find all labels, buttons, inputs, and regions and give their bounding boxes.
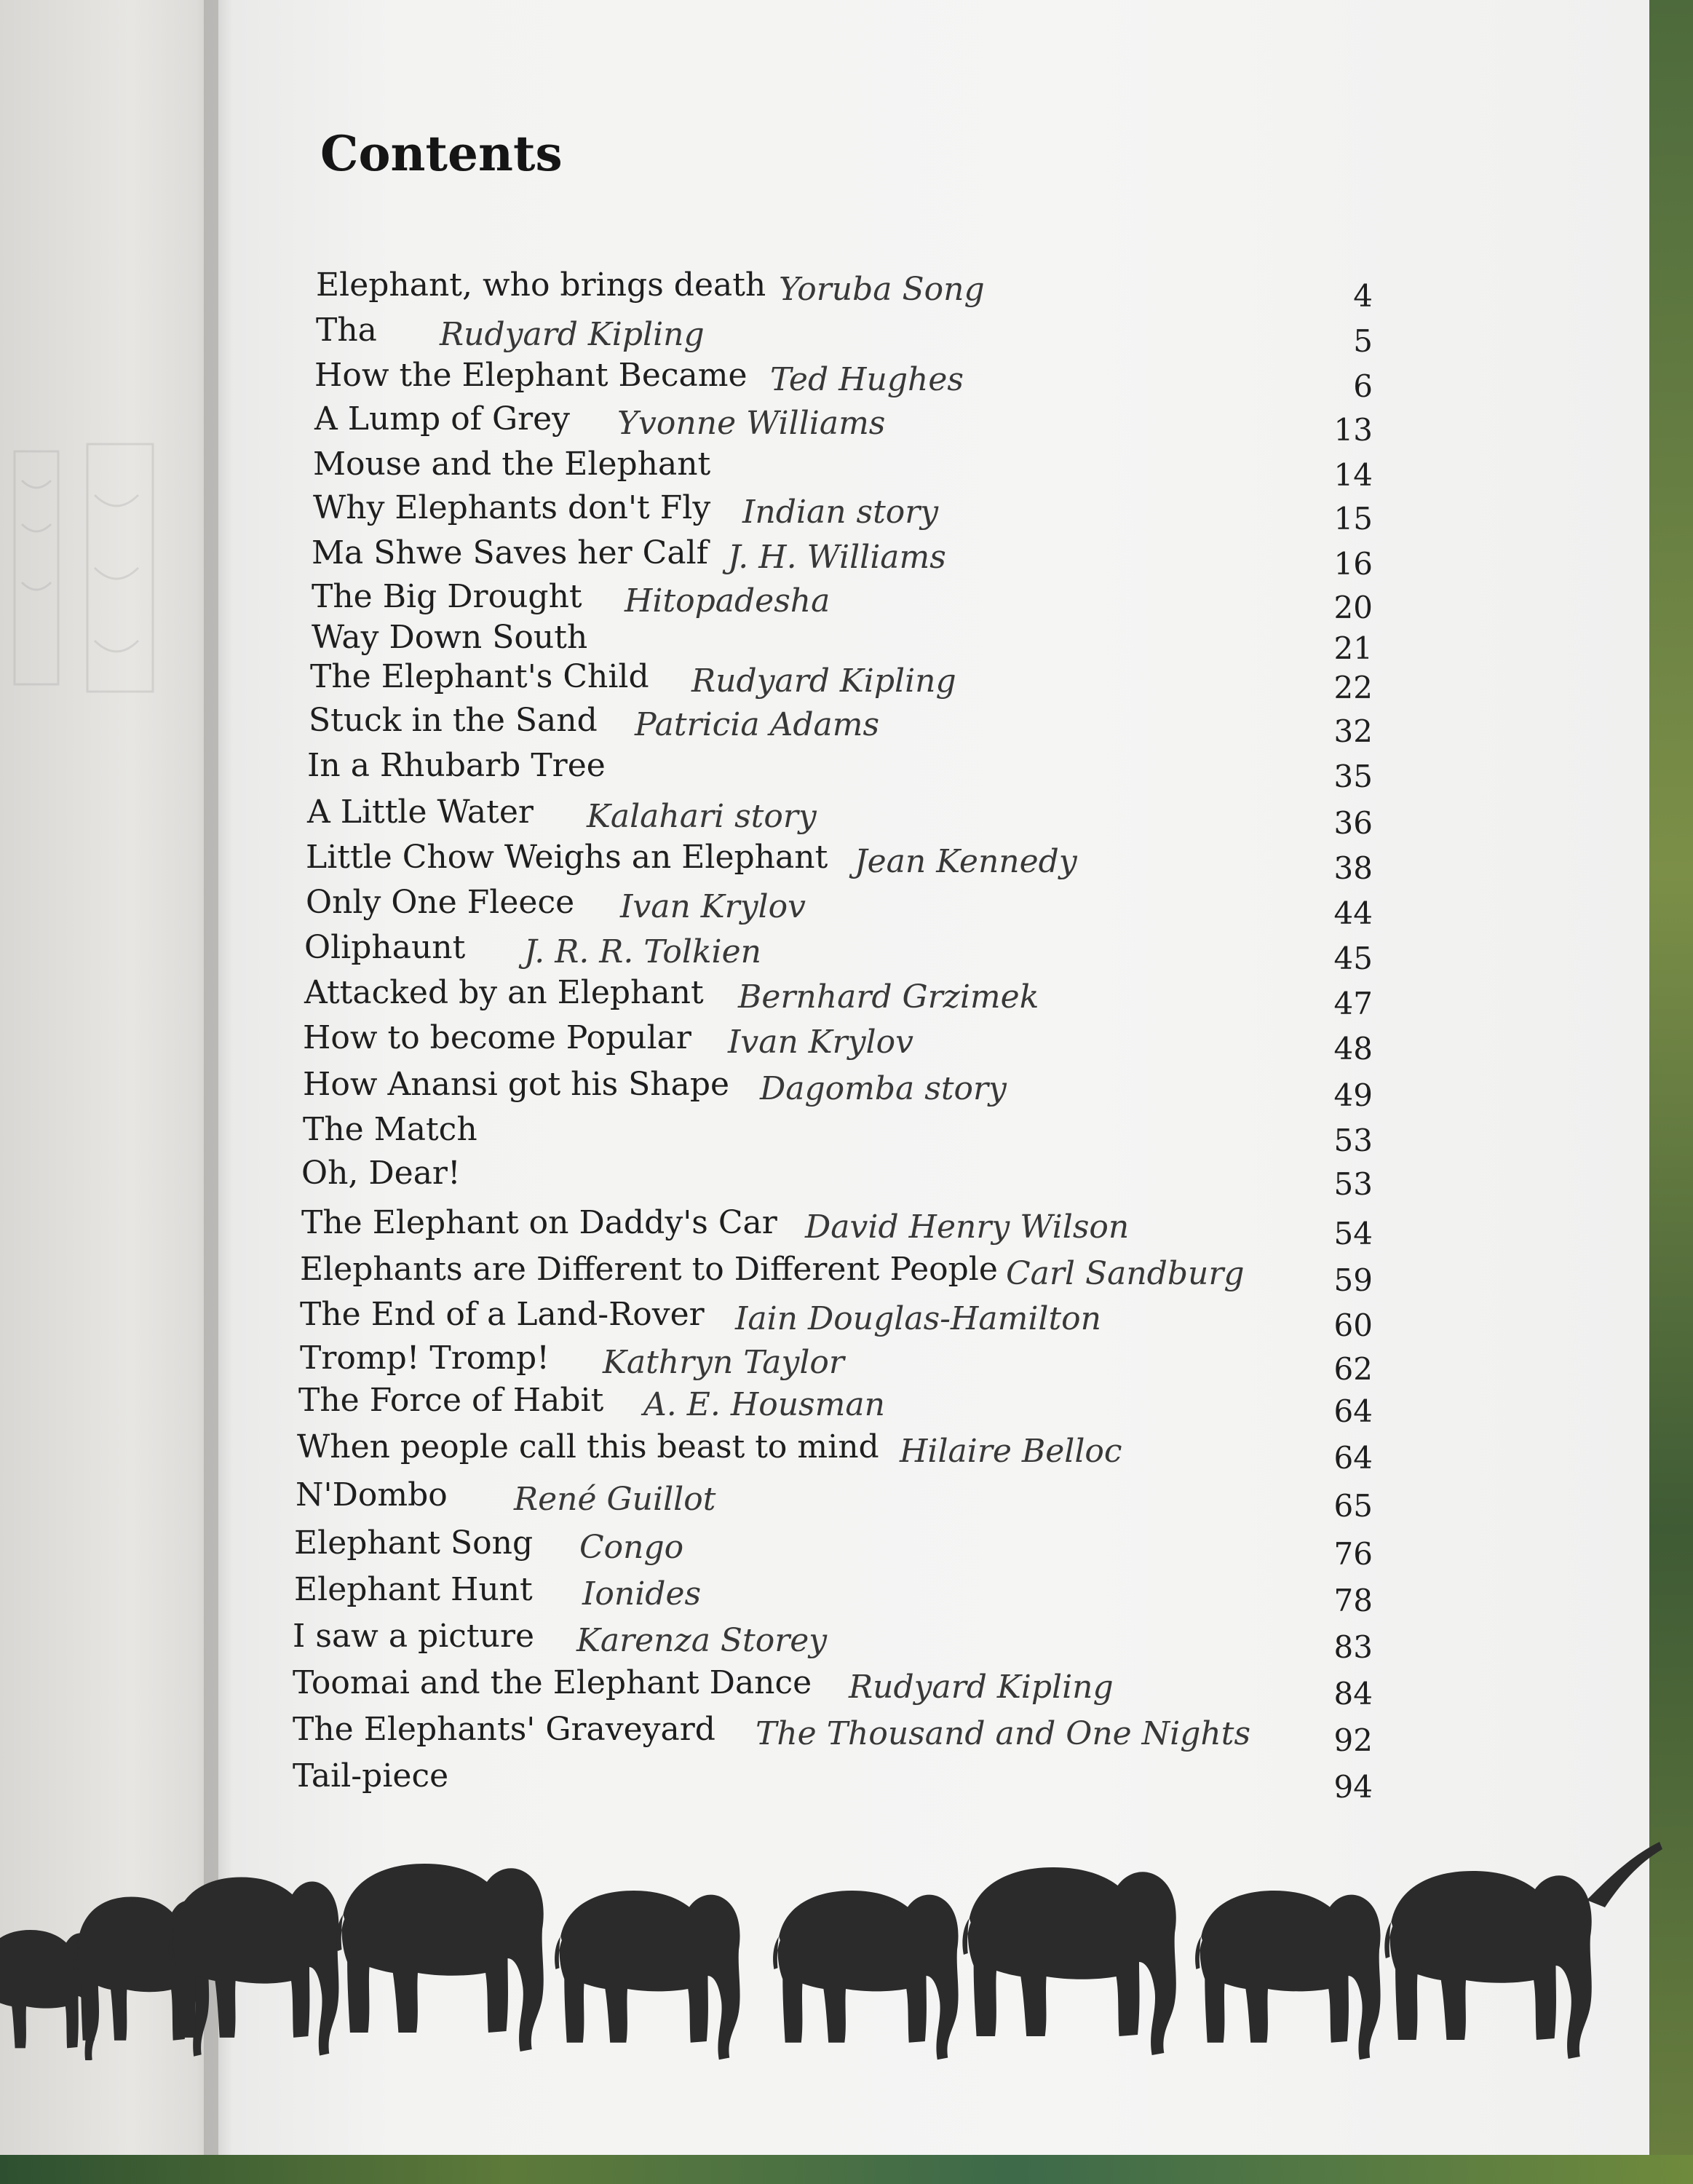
entry-title: The Force of Habit [298,1382,604,1419]
toc-entry [0,1476,1693,1522]
entry-page: 49 [1333,1077,1373,1113]
entry-title: Elephant Song [294,1524,534,1562]
entry-title: A Little Water [307,794,534,831]
toc-entry [0,1340,1693,1385]
entry-page: 78 [1333,1583,1373,1618]
entry-author: Hitopadesha [625,582,830,620]
entry-author: J. R. R. Tolkien [524,933,762,970]
toc-entry [0,446,1693,491]
toc-entry [0,974,1693,1019]
entry-author: David Henry Wilson [805,1208,1130,1246]
entry-title: Stuck in the Sand [309,702,598,739]
entry-page: 94 [1333,1769,1373,1805]
toc-entry [0,1382,1693,1427]
entry-page: 21 [1333,630,1373,666]
entry-page: 64 [1333,1393,1373,1429]
entry-page: 36 [1333,805,1373,841]
entry-title: The Elephants' Graveyard [293,1711,715,1748]
entry-page: 35 [1333,759,1373,794]
entry-title: How to become Popular [303,1019,691,1056]
toc-entry [0,839,1693,884]
page-title: Contents [320,125,563,182]
entry-title: Attacked by an Elephant [304,974,704,1011]
entry-author: Ted Hughes [770,361,964,398]
toc-entry [0,1019,1693,1067]
entry-page: 48 [1333,1031,1373,1067]
toc-entry [0,489,1693,537]
toc-entry [0,794,1693,839]
entry-author: Ionides [582,1575,702,1613]
entry-title: I saw a picture [293,1618,535,1655]
toc-entry [0,1155,1693,1200]
entry-author: Ivan Krylov [620,888,806,925]
entry-page: 53 [1333,1166,1373,1202]
toc-entry [0,1618,1693,1663]
entry-title: Little Chow Weighs an Elephant [306,839,828,876]
toc-entry [0,619,1693,664]
entry-page: 4 [1353,278,1373,314]
toc-entry [0,929,1693,974]
entry-title: The End of a Land-Rover [300,1296,705,1333]
toc-entry [0,357,1693,402]
entry-author: Iain Douglas-Hamilton [735,1300,1102,1337]
entry-title: Elephants are Different to Different People [300,1251,998,1288]
toc-entry [0,1757,1693,1803]
entry-author: Rudyard Kipling [440,316,705,353]
entry-author: Yoruba Song [779,271,985,308]
entry-title: In a Rhubarb Tree [307,747,606,784]
entry-title: Mouse and the Elephant [313,446,711,483]
entry-author: Hilaire Belloc [900,1433,1122,1470]
toc-entry [0,1664,1693,1712]
entry-title: Ma Shwe Saves her Calf [312,534,708,571]
entry-title: Oh, Dear! [301,1155,461,1192]
entry-author: Ivan Krylov [728,1024,913,1061]
entry-author: Congo [579,1529,684,1566]
entry-title: When people call this beast to mind [297,1428,879,1465]
entry-page: 47 [1333,986,1373,1021]
entry-page: 20 [1333,590,1373,625]
entry-author: Carl Sandburg [1006,1255,1245,1292]
entry-author: Kathryn Taylor [603,1344,844,1381]
toc-entry [0,312,1693,357]
entry-page: 16 [1333,546,1373,582]
entry-title: Why Elephants don't Fly [313,489,711,526]
entry-page: 83 [1333,1629,1373,1665]
elephant-procession-illustration [0,1813,1693,2060]
entry-author: Bernhard Grzimek [738,978,1039,1016]
entry-title: The Elephant on Daddy's Car [301,1204,777,1241]
entry-title: Toomai and the Elephant Dance [293,1664,812,1701]
toc-entry [0,1111,1693,1156]
entry-author: René Guillot [514,1481,716,1518]
entry-page: 5 [1353,323,1373,359]
entry-title: Elephant Hunt [294,1571,533,1608]
entry-author: Jean Kennedy [855,843,1077,880]
entry-title: The Match [303,1111,477,1148]
entry-author: Karenza Storey [576,1622,828,1659]
entry-author: Yvonne Williams [617,405,886,442]
toc-entry [0,534,1693,582]
toc-entry [0,702,1693,747]
entry-page: 64 [1333,1440,1373,1476]
entry-page: 22 [1333,670,1373,705]
toc-entry [0,1251,1693,1296]
entry-author: J. H. Williams [728,539,946,576]
entry-author: Dagomba story [760,1070,1007,1107]
entry-title: N'Dombo [296,1476,448,1514]
toc-entry [0,1066,1693,1111]
entry-page: 32 [1333,713,1373,749]
entry-title: Tail-piece [293,1757,449,1795]
entry-title: How the Elephant Became [314,357,748,394]
entry-page: 59 [1333,1262,1373,1298]
entry-title: Tromp! Tromp! [300,1340,550,1377]
entry-title: Way Down South [312,619,588,656]
entry-title: The Elephant's Child [310,658,649,695]
entry-title: Oliphaunt [304,929,466,966]
entry-page: 53 [1333,1123,1373,1158]
entry-title: Only One Fleece [306,884,575,921]
entry-author: Kalahari story [587,798,817,835]
toc-entry [0,400,1693,446]
entry-author: Patricia Adams [635,706,880,743]
entry-title: The Big Drought [312,578,582,615]
toc-entry [0,1711,1693,1756]
elephant-silhouettes [0,1842,1662,2060]
entry-page: 76 [1333,1536,1373,1572]
entry-title: How Anansi got his Shape [303,1066,730,1103]
entry-page: 84 [1333,1676,1373,1712]
entry-page: 15 [1333,501,1373,537]
toc-entry [0,1428,1693,1476]
entry-author: Rudyard Kipling [691,662,956,700]
toc-entry [0,1296,1693,1341]
toc-entry [0,658,1693,703]
entry-title: A Lump of Grey [314,400,571,438]
entry-page: 65 [1333,1488,1373,1524]
entry-page: 38 [1333,850,1373,886]
toc-entry [0,578,1693,623]
entry-page: 45 [1333,941,1373,976]
entry-author: Indian story [742,494,939,531]
entry-author: Rudyard Kipling [849,1669,1114,1706]
entry-author: The Thousand and One Nights [756,1715,1251,1752]
toc-entry [0,266,1693,312]
entry-page: 54 [1333,1216,1373,1251]
entry-page: 6 [1353,368,1373,404]
entry-page: 60 [1333,1307,1373,1343]
entry-page: 44 [1333,895,1373,931]
toc-entry [0,1204,1693,1249]
entry-page: 62 [1333,1351,1373,1387]
toc-entry [0,1524,1693,1570]
toc-entry [0,747,1693,792]
entry-page: 13 [1333,412,1373,448]
entry-author: A. E. Housman [643,1386,885,1423]
entry-title: Elephant, who brings death [316,266,766,304]
toc-entry [0,1571,1693,1616]
entry-title: Tha [316,312,377,349]
entry-page: 14 [1333,457,1373,493]
entry-page: 92 [1333,1722,1373,1758]
toc-entry [0,884,1693,929]
